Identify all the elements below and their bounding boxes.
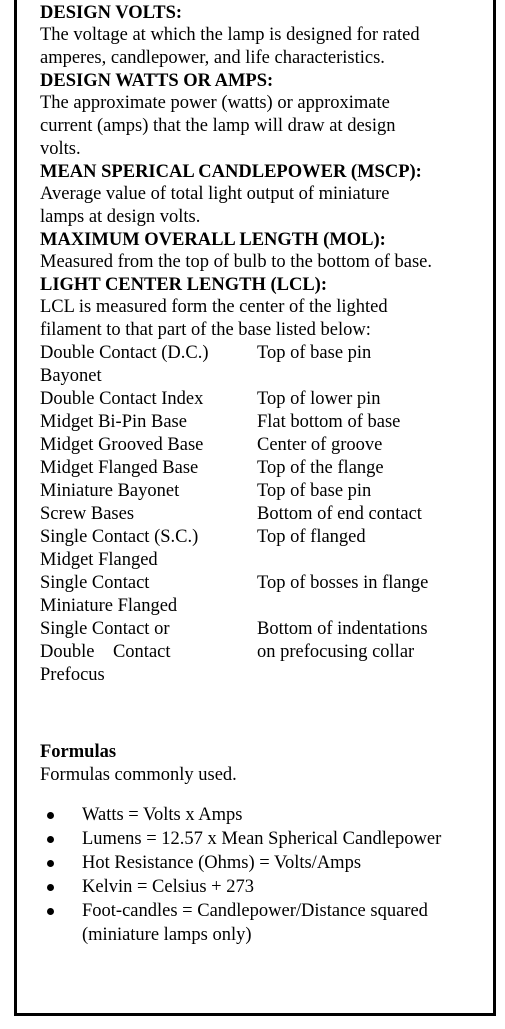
base-type: Double Contact (D.C.) <box>40 343 209 363</box>
definition-line: Measured from the top of bulb to the bottom of base. <box>40 252 433 272</box>
list-item <box>40 827 490 851</box>
base-type: Midget Bi-Pin Base <box>40 412 187 432</box>
formula-text: Hot Resistance (Ohms) = Volts/Amps <box>82 853 362 873</box>
lcl-row <box>40 388 490 411</box>
definition-line: Average value of total light output of miniature <box>40 184 390 204</box>
lcl-row <box>40 457 490 480</box>
list-item <box>40 803 490 827</box>
base-type: Miniature Flanged <box>40 596 178 616</box>
term-heading: DESIGN WATTS OR AMPS: <box>40 71 274 91</box>
lcl-row <box>40 365 490 388</box>
definition-line: lamps at design volts. <box>40 207 201 227</box>
term-heading: DESIGN VOLTS: <box>40 3 183 23</box>
list-item <box>40 899 490 947</box>
formula-list <box>40 803 490 947</box>
definition-mscp <box>40 161 490 229</box>
measure-point: Center of groove <box>257 435 383 455</box>
measure-point: Top of base pin <box>257 343 372 363</box>
measure-point: Flat bottom of base <box>257 412 401 432</box>
bullet-icon <box>47 908 54 915</box>
definition-design-watts <box>40 70 490 161</box>
lcl-base-table <box>40 342 490 687</box>
lcl-row <box>40 411 490 434</box>
definition-design-volts <box>40 2 490 70</box>
formula-text: Foot-candles = Candlepower/Distance squared (miniature lamps only) <box>82 901 428 945</box>
measure-point <box>257 595 490 618</box>
formulas-heading: Formulas <box>40 742 117 762</box>
lcl-row <box>40 618 490 641</box>
base-type: Single Contact (S.C.) <box>40 527 199 547</box>
lcl-row <box>40 434 490 457</box>
base-type: Midget Flanged Base <box>40 458 199 478</box>
term-heading: LIGHT CENTER LENGTH (LCL): <box>40 275 327 295</box>
term-heading: MEAN SPERICAL CANDLEPOWER (MSCP): <box>40 162 422 182</box>
base-type: Single Contact or <box>40 619 170 639</box>
definition-mol <box>40 229 490 274</box>
list-item <box>40 875 490 899</box>
measure-point: Top of base pin <box>257 481 372 501</box>
base-type: Midget Flanged <box>40 550 158 570</box>
measure-point: Top of flanged <box>257 527 366 547</box>
definition-line: filament to that part of the base listed below: <box>40 320 371 340</box>
base-type: Screw Bases <box>40 504 135 524</box>
base-type: Double Contact <box>40 642 171 662</box>
formulas-section <box>40 741 490 947</box>
term-heading: MAXIMUM OVERALL LENGTH (MOL): <box>40 230 386 250</box>
measure-point <box>257 549 490 572</box>
lcl-row <box>40 480 490 503</box>
formula-text: Kelvin = Celsius + 273 <box>82 877 254 897</box>
measure-point: Top of bosses in flange <box>257 573 429 593</box>
list-item <box>40 851 490 875</box>
formulas-intro: Formulas commonly used. <box>40 765 237 785</box>
lcl-row <box>40 549 490 572</box>
base-type: Prefocus <box>40 665 105 685</box>
base-type: Bayonet <box>40 366 102 386</box>
base-type: Double Contact Index <box>40 389 204 409</box>
bullet-icon <box>47 812 54 819</box>
lcl-row <box>40 526 490 549</box>
bullet-icon <box>47 860 54 867</box>
definition-line: amperes, candlepower, and life characteristics. <box>40 48 385 68</box>
base-type: Midget Grooved Base <box>40 435 204 455</box>
bullet-icon <box>47 836 54 843</box>
base-type: Miniature Bayonet <box>40 481 180 501</box>
definition-line: LCL is measured form the center of the lighted <box>40 297 388 317</box>
base-type: Single Contact <box>40 573 150 593</box>
lcl-row <box>40 664 490 687</box>
definition-line: current (amps) that the lamp will draw at design <box>40 116 396 136</box>
lcl-row <box>40 342 490 365</box>
definition-line: volts. <box>40 139 81 159</box>
formula-text: Watts = Volts x Amps <box>82 805 243 825</box>
measure-point <box>257 664 490 687</box>
lcl-row <box>40 595 490 618</box>
definition-line: The approximate power (watts) or approximate <box>40 93 390 113</box>
measure-point: Top of the flange <box>257 458 384 478</box>
document-content <box>40 2 490 947</box>
lcl-row <box>40 572 490 595</box>
formula-text: Lumens = 12.57 x Mean Spherical Candlepower <box>82 829 442 849</box>
measure-point: Bottom of indentations <box>257 619 428 639</box>
definition-lcl <box>40 274 490 342</box>
bullet-icon <box>47 884 54 891</box>
lcl-row <box>40 641 490 664</box>
measure-point: on prefocusing collar <box>257 642 415 662</box>
measure-point <box>257 365 490 388</box>
lcl-row <box>40 503 490 526</box>
measure-point: Top of lower pin <box>257 389 381 409</box>
measure-point: Bottom of end contact <box>257 504 422 524</box>
definition-line: The voltage at which the lamp is designed for rated <box>40 25 420 45</box>
